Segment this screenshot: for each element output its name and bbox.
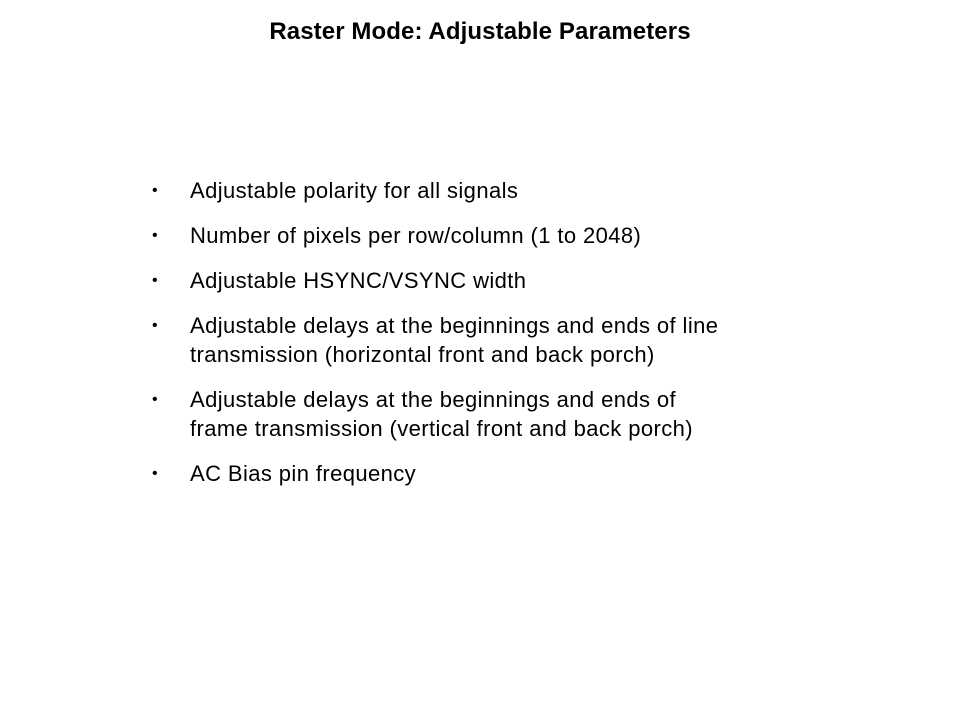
slide-title: Raster Mode: Adjustable Parameters [269, 18, 691, 45]
bullet-item-pixels [150, 221, 850, 250]
bullet-item-polarity [150, 176, 850, 205]
bullet-text: Adjustable polarity for all signals [190, 178, 519, 203]
bullet-text: Adjustable HSYNC/VSYNC width [190, 268, 527, 293]
bullet-item-sync-width [150, 266, 850, 295]
bullet-item-ac-bias [150, 459, 850, 488]
bullet-dot-icon: • [152, 317, 158, 334]
bullet-dot-icon: • [152, 465, 158, 482]
bullet-item-line-delays [150, 311, 850, 369]
bullet-dot-icon: • [152, 182, 158, 199]
bullet-list [150, 176, 850, 504]
bullet-dot-icon: • [152, 227, 158, 244]
bullet-dot-icon: • [152, 391, 158, 408]
bullet-text: Number of pixels per row/column (1 to 2048) [190, 223, 642, 248]
bullet-text: AC Bias pin frequency [190, 461, 417, 486]
bullet-dot-icon: • [152, 272, 158, 289]
bullet-text: Adjustable delays at the beginnings and ends of line transmission (horizontal front and back porch) [190, 313, 719, 367]
bullet-item-frame-delays [150, 385, 850, 443]
bullet-text: Adjustable delays at the beginnings and ends of frame transmission (vertical front and back porch) [190, 387, 693, 441]
